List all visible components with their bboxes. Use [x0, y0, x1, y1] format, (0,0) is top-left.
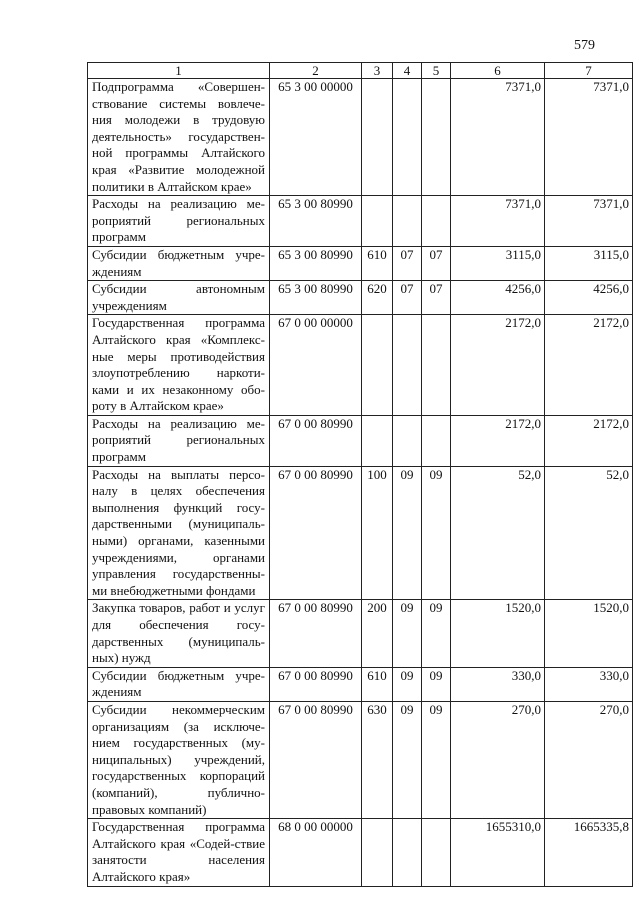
amount-cell: 1520,0 [545, 600, 633, 667]
column-4-cell [393, 315, 422, 416]
column-4-cell: 09 [393, 701, 422, 818]
item-name-cell: Субсидии бюджетным учре-ждениям [88, 667, 270, 701]
column-header: 5 [422, 63, 451, 79]
item-name-cell: Расходы на реализацию ме-роприятий региональных программ [88, 415, 270, 466]
column-3-cell [362, 819, 393, 886]
item-name-cell: Субсидии некоммерческим организациям (за исключе-нием государственных (му-ниципальных) учреждений, государственных корпораций (компаний), публично-правовых компаний) [88, 701, 270, 818]
amount-cell: 2172,0 [451, 315, 545, 416]
code-cell: 65 3 00 00000 [270, 79, 362, 196]
code-cell: 67 0 00 80990 [270, 701, 362, 818]
amount-cell: 2172,0 [451, 415, 545, 466]
column-3-cell: 100 [362, 466, 393, 600]
item-name-cell: Подпрограмма «Совершен-ствование системы вовлече-ния молодежи в трудовую деятельность» государствен-ной программы Алтайского края «Развитие молодежной политики в Алтайском крае» [88, 79, 270, 196]
amount-cell: 2172,0 [545, 315, 633, 416]
item-name-cell: Закупка товаров, работ и услуг для обеспечения госу-дарственных (муниципаль-ных) нужд [88, 600, 270, 667]
amount-cell: 52,0 [451, 466, 545, 600]
amount-cell: 330,0 [451, 667, 545, 701]
table-row [88, 466, 633, 600]
column-5-cell [422, 315, 451, 416]
amount-cell: 4256,0 [545, 281, 633, 315]
column-3-cell [362, 196, 393, 247]
column-5-cell: 09 [422, 701, 451, 818]
amount-cell: 1655310,0 [451, 819, 545, 886]
column-5-cell: 07 [422, 246, 451, 280]
code-cell: 68 0 00 00000 [270, 819, 362, 886]
amount-cell: 3115,0 [451, 246, 545, 280]
column-4-cell [393, 819, 422, 886]
amount-cell: 7371,0 [451, 196, 545, 247]
amount-cell: 7371,0 [451, 79, 545, 196]
amount-cell: 2172,0 [545, 415, 633, 466]
column-5-cell: 09 [422, 600, 451, 667]
table-row [88, 79, 633, 196]
table-row [88, 196, 633, 247]
column-header: 1 [88, 63, 270, 79]
header-row [88, 63, 633, 79]
code-cell: 65 3 00 80990 [270, 246, 362, 280]
code-cell: 67 0 00 00000 [270, 315, 362, 416]
column-4-cell: 09 [393, 667, 422, 701]
amount-cell: 1665335,8 [545, 819, 633, 886]
code-cell: 67 0 00 80990 [270, 600, 362, 667]
page-number: 579 [574, 38, 595, 53]
column-3-cell: 200 [362, 600, 393, 667]
column-4-cell [393, 196, 422, 247]
code-cell: 65 3 00 80990 [270, 281, 362, 315]
column-header: 4 [393, 63, 422, 79]
column-5-cell: 09 [422, 667, 451, 701]
column-4-cell: 07 [393, 246, 422, 280]
table-row [88, 246, 633, 280]
item-name-cell: Расходы на выплаты персо-налу в целях обеспечения выполнения функций госу-дарственными (муниципаль-ными) органами, казенными учреждениями, органами управления государственны-ми внебюджетными фондами [88, 466, 270, 600]
column-4-cell [393, 79, 422, 196]
amount-cell: 270,0 [451, 701, 545, 818]
column-5-cell [422, 79, 451, 196]
item-name-cell: Государственная программа Алтайского края «Содей-ствие занятости населения Алтайского края» [88, 819, 270, 886]
table-row [88, 600, 633, 667]
column-header: 7 [545, 63, 633, 79]
budget-table [87, 62, 633, 887]
amount-cell: 270,0 [545, 701, 633, 818]
column-3-cell [362, 315, 393, 416]
code-cell: 67 0 00 80990 [270, 466, 362, 600]
column-3-cell: 620 [362, 281, 393, 315]
column-5-cell: 07 [422, 281, 451, 315]
column-5-cell: 09 [422, 466, 451, 600]
column-3-cell: 610 [362, 667, 393, 701]
code-cell: 67 0 00 80990 [270, 415, 362, 466]
column-5-cell [422, 819, 451, 886]
table-row [88, 281, 633, 315]
column-5-cell [422, 415, 451, 466]
amount-cell: 330,0 [545, 667, 633, 701]
column-header: 3 [362, 63, 393, 79]
column-3-cell [362, 79, 393, 196]
code-cell: 67 0 00 80990 [270, 667, 362, 701]
table-row [88, 415, 633, 466]
table-row [88, 819, 633, 886]
item-name-cell: Субсидии бюджетным учре-ждениям [88, 246, 270, 280]
column-5-cell [422, 196, 451, 247]
amount-cell: 52,0 [545, 466, 633, 600]
amount-cell: 7371,0 [545, 79, 633, 196]
table-row [88, 315, 633, 416]
amount-cell: 4256,0 [451, 281, 545, 315]
column-header: 2 [270, 63, 362, 79]
item-name-cell: Субсидии автономным учреждениям [88, 281, 270, 315]
amount-cell: 1520,0 [451, 600, 545, 667]
amount-cell: 7371,0 [545, 196, 633, 247]
amount-cell: 3115,0 [545, 246, 633, 280]
column-3-cell: 630 [362, 701, 393, 818]
column-3-cell: 610 [362, 246, 393, 280]
column-4-cell [393, 415, 422, 466]
column-4-cell: 09 [393, 600, 422, 667]
code-cell: 65 3 00 80990 [270, 196, 362, 247]
table-row [88, 701, 633, 818]
column-header: 6 [451, 63, 545, 79]
column-4-cell: 09 [393, 466, 422, 600]
item-name-cell: Расходы на реализацию ме-роприятий региональных программ [88, 196, 270, 247]
column-3-cell [362, 415, 393, 466]
item-name-cell: Государственная программа Алтайского края «Комплекс-ные меры противодействия злоупотреблению наркоти-ками и их незаконному обо-роту в Алтайском крае» [88, 315, 270, 416]
table-row [88, 667, 633, 701]
column-4-cell: 07 [393, 281, 422, 315]
